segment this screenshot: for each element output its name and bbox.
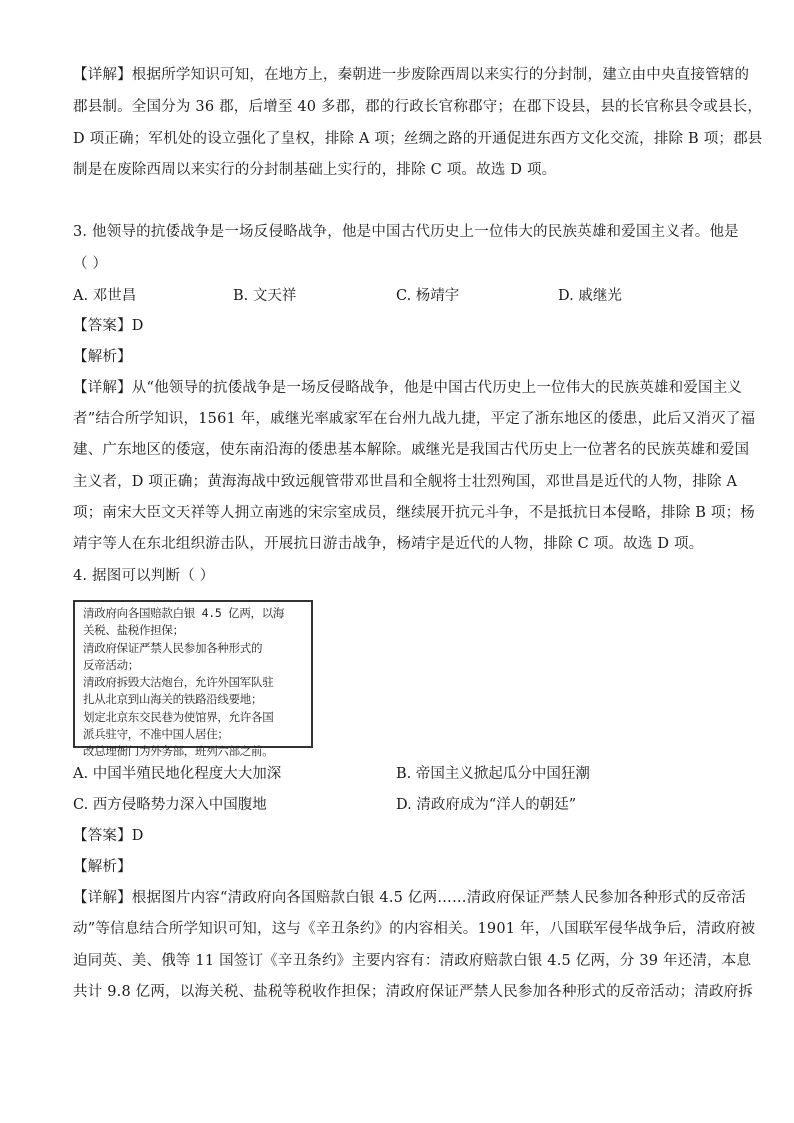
- q3-analysis-title: 【解析】: [73, 349, 132, 365]
- q2-analysis-line: 郡县制。全国分为 36 郡，后增至 40 多郡，郡的行政长官称郡守；在郡下设县，县的长官称县令或县长，: [73, 99, 763, 115]
- q3-analysis-line: 靖宇等人在东北组织游击队，开展抗日游击战争，杨靖宇是近代的人物，排除 C 项。故选 D 项。: [73, 536, 704, 552]
- figure-text-line: 划定北京东交民巷为使馆界，允许各国: [83, 709, 274, 724]
- q4-analysis-line: 动”等信息结合所学知识可知，这与《辛丑条约》的内容相关。1901 年，八国联军侵华战争后，清政府被: [73, 921, 756, 937]
- q4-answer: 【答案】D: [73, 828, 144, 844]
- q2-analysis-line: 【详解】根据所学知识可知，在地方上，秦朝进一步废除西周以来实行的分封制，建立由中央直接管辖的: [73, 67, 750, 83]
- figure-text-line: 关税、盐税作担保；: [83, 623, 184, 638]
- q3-option-c: C. 杨靖宇: [396, 288, 460, 304]
- q3-option-d: D. 戚继光: [558, 288, 622, 304]
- q4-analysis-title: 【解析】: [73, 859, 132, 875]
- figure-text-line: 改总理衙门为外务部，班列六部之前。: [83, 744, 274, 759]
- q4-option-b: B. 帝国主义掀起瓜分中国狂潮: [396, 766, 590, 782]
- figure-text-line: 清政府拆毁大沽炮台，允许外国军队驻: [83, 675, 274, 690]
- q4-analysis-line: 迫同英、美、俄等 11 国签订《辛丑条约》主要内容有：清政府赔款白银 4.5 亿两，分 39 年还清，本息: [73, 953, 752, 969]
- figure-text-line: 清政府保证严禁人民参加各种形式的: [83, 640, 263, 655]
- q3-answer: 【答案】D: [73, 318, 144, 334]
- q2-analysis-line: D 项正确；军机处的设立强化了皇权，排除 A 项；丝绸之路的开通促进东西方文化交流，排除 B 项；郡县: [73, 131, 763, 147]
- q4-stem: 4. 据图可以判断（ ）: [73, 568, 215, 584]
- q3-analysis-line: 建、广东地区的倭寇，使东南沿海的倭患基本解除。戚继光是我国古代历史上一位著名的民族英雄和爱国: [73, 442, 750, 458]
- q3-stem-bracket: （ ）: [73, 256, 108, 272]
- q4-option-d: D. 清政府成为“洋人的朝廷”: [396, 797, 577, 813]
- q4-option-c: C. 西方侵略势力深入中国腹地: [73, 797, 267, 813]
- q3-analysis-line: 者”结合所学知识，1561 年，戚继光率戚家军在台州九战九捷，平定了浙东地区的倭患，此后又消灭了福: [73, 411, 756, 427]
- q3-stem: 3. 他领导的抗倭战争是一场反侵略战争，他是中国古代历史上一位伟大的民族英雄和爱国主义者。他是: [73, 224, 739, 240]
- figure-text-line: 扎从北京到山海关的铁路沿线要地；: [83, 692, 263, 707]
- q3-analysis-line: 【详解】从“他领导的抗倭战争是一场反侵略战争，他是中国古代历史上一位伟大的民族英雄和爱国主义: [73, 380, 743, 396]
- figure-text-line: 派兵驻守，不准中国人居住；: [83, 727, 229, 742]
- q2-analysis-line: 制是在废除西周以来实行的分封制基础上实行的，排除 C 项。故选 D 项。: [73, 162, 557, 178]
- q3-analysis-line: 项；南宋大臣文天祥等人拥立南逃的宋宗室成员，继续展开抗元斗争，不是抵抗日本侵略，排除 B 项；杨: [73, 505, 755, 521]
- treaty-figure: [73, 600, 313, 759]
- q3-option-b: B. 文天祥: [233, 288, 297, 304]
- q3-analysis-line: 主义者，D 项正确；黄海海战中致远舰管带邓世昌和全舰将士壮烈殉国，邓世昌是近代的人物，排除 A: [73, 474, 738, 490]
- figure-text-line: 反帝活动；: [83, 657, 139, 672]
- q4-option-a: A. 中国半殖民地化程度大大加深: [73, 766, 282, 782]
- q4-analysis-line: 【详解】根据图片内容“清政府向各国赔款白银 4.5 亿两……清政府保证严禁人民参加各种形式的反帝活: [73, 890, 746, 906]
- q4-analysis-line: 共计 9.8 亿两，以海关税、盐税等税收作担保；清政府保证严禁人民参加各种形式的反帝活动；清政府拆: [73, 984, 754, 1000]
- q3-option-a: A. 邓世昌: [73, 288, 137, 304]
- figure-text-line: 清政府向各国赔款白银 4.5 亿两，以海: [83, 606, 285, 620]
